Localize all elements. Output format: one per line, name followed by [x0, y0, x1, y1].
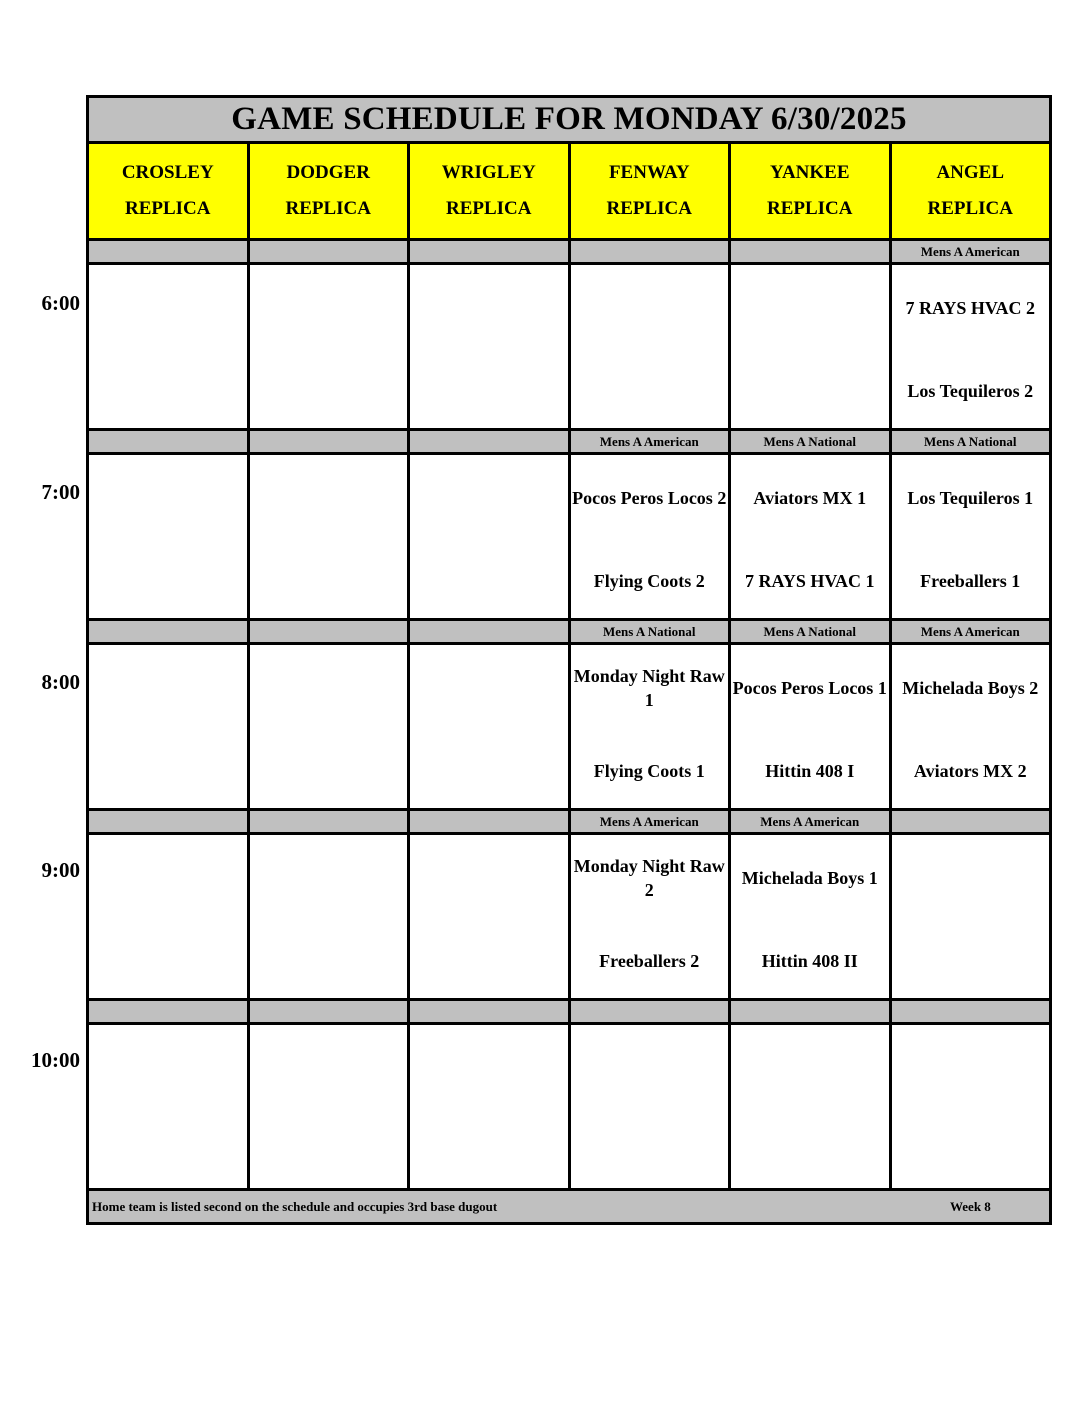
game-cell — [731, 455, 889, 618]
game-cell — [250, 455, 408, 618]
division-label — [410, 241, 568, 262]
division-row — [89, 808, 1049, 832]
game-cell — [892, 455, 1050, 618]
division-label — [571, 241, 729, 262]
field-header-fenway — [571, 144, 729, 238]
game-cell — [250, 1025, 408, 1188]
away-team — [410, 1043, 568, 1093]
away-team: Los Tequileros 1 — [907, 488, 1034, 508]
division-label — [731, 1001, 889, 1022]
home-team: Hittin 408 II — [761, 951, 858, 971]
home-team — [410, 567, 568, 595]
home-team: Hittin 408 I — [765, 761, 855, 781]
home-team — [571, 1137, 729, 1165]
game-cell — [89, 265, 247, 428]
game-cell — [89, 455, 247, 618]
game-cell — [250, 645, 408, 808]
time-label: 10:00 — [31, 1048, 80, 1072]
division-label — [410, 811, 568, 832]
home-team — [571, 377, 729, 405]
away-team — [731, 283, 889, 333]
away-team: Monday Night Raw 2 — [573, 856, 725, 900]
division-label: Mens A American — [892, 241, 1050, 262]
division-label — [571, 1001, 729, 1022]
division-label: Mens A National — [892, 431, 1050, 452]
division-label: Mens A American — [571, 431, 729, 452]
home-team — [410, 757, 568, 785]
away-team — [89, 1043, 247, 1093]
game-cell — [410, 265, 568, 428]
footer-note: Home team is listed second on the schedule and occupies 3rd base dugout — [92, 1199, 498, 1214]
home-team — [250, 567, 408, 595]
away-team: Monday Night Raw 1 — [573, 666, 725, 710]
division-label — [250, 431, 408, 452]
game-cell — [731, 1025, 889, 1188]
away-team — [571, 283, 729, 333]
division-label — [410, 431, 568, 452]
game-cell — [731, 645, 889, 808]
home-team — [89, 947, 247, 975]
game-cell — [571, 645, 729, 808]
game-cell — [571, 455, 729, 618]
game-row — [89, 262, 1049, 428]
game-cell — [892, 265, 1050, 428]
game-cell — [250, 265, 408, 428]
home-team — [731, 1137, 889, 1165]
home-team — [731, 377, 889, 405]
field-header-dodger — [250, 144, 408, 238]
division-label — [731, 241, 889, 262]
game-row — [89, 452, 1049, 618]
away-team: Michelada Boys 1 — [741, 868, 878, 888]
division-label — [250, 811, 408, 832]
away-team — [89, 853, 247, 903]
game-cell — [892, 1025, 1050, 1188]
away-team — [250, 663, 408, 713]
away-team — [89, 663, 247, 713]
away-team — [410, 283, 568, 333]
division-label: Mens A National — [731, 621, 889, 642]
away-team — [892, 853, 1050, 903]
division-row — [89, 428, 1049, 452]
division-label: Mens A American — [571, 811, 729, 832]
away-team — [89, 473, 247, 523]
division-row — [89, 618, 1049, 642]
game-cell — [89, 835, 247, 998]
away-team — [892, 1043, 1050, 1093]
home-team — [89, 757, 247, 785]
field-header-crosley — [89, 144, 247, 238]
schedule-table — [86, 95, 1052, 1225]
division-label — [892, 1001, 1050, 1022]
away-team: Pocos Peros Locos 2 — [572, 488, 727, 508]
home-team — [410, 947, 568, 975]
division-label — [89, 1001, 247, 1022]
field-header-row — [89, 144, 1049, 238]
away-team — [250, 1043, 408, 1093]
field-name: WRIGLEY — [441, 162, 536, 183]
away-team: Pocos Peros Locos 1 — [732, 678, 887, 698]
division-label: Mens A American — [892, 621, 1050, 642]
home-team — [250, 757, 408, 785]
field-subtitle: REPLICA — [766, 198, 853, 219]
field-subtitle: REPLICA — [606, 198, 692, 219]
field-header-angel — [892, 144, 1050, 238]
time-label: 9:00 — [41, 858, 80, 882]
field-subtitle: REPLICA — [927, 198, 1013, 219]
away-team — [89, 283, 247, 333]
away-team — [410, 663, 568, 713]
home-team — [892, 947, 1050, 975]
footer — [89, 1188, 1049, 1222]
division-label — [410, 1001, 568, 1022]
field-name: CROSLEY — [121, 162, 214, 183]
division-label — [410, 621, 568, 642]
division-label — [89, 621, 247, 642]
home-team — [892, 1137, 1050, 1165]
home-team: Los Tequileros 2 — [907, 381, 1034, 401]
time-label: 8:00 — [41, 670, 80, 694]
game-cell — [89, 645, 247, 808]
away-team — [571, 1043, 729, 1093]
home-team: Flying Coots 1 — [593, 761, 705, 781]
division-label — [89, 811, 247, 832]
home-team — [250, 1137, 408, 1165]
away-team: Michelada Boys 2 — [902, 678, 1039, 698]
division-label — [250, 241, 408, 262]
field-name: ANGEL — [936, 162, 1005, 183]
game-row — [89, 642, 1049, 808]
field-name: YANKEE — [769, 162, 850, 183]
game-cell — [410, 1025, 568, 1188]
game-cell — [892, 645, 1050, 808]
game-cell — [89, 1025, 247, 1188]
game-cell — [731, 265, 889, 428]
field-header-yankee — [731, 144, 889, 238]
away-team — [410, 473, 568, 523]
division-label — [89, 241, 247, 262]
home-team: 7 RAYS HVAC 1 — [744, 571, 875, 591]
field-subtitle: REPLICA — [285, 198, 371, 219]
game-cell — [410, 835, 568, 998]
home-team — [89, 1137, 247, 1165]
home-team: Freeballers 1 — [920, 571, 1021, 591]
home-team — [410, 1137, 568, 1165]
home-team — [250, 377, 408, 405]
game-cell — [731, 835, 889, 998]
game-cell — [571, 835, 729, 998]
home-team: Aviators MX 2 — [913, 761, 1027, 781]
home-team: Freeballers 2 — [599, 951, 700, 971]
division-label: Mens A American — [731, 811, 889, 832]
home-team — [250, 947, 408, 975]
field-name: DODGER — [286, 162, 370, 183]
division-row — [89, 238, 1049, 262]
away-team — [410, 853, 568, 903]
division-label: Mens A National — [571, 621, 729, 642]
division-label — [89, 431, 247, 452]
game-cell — [410, 645, 568, 808]
game-cell — [250, 835, 408, 998]
game-cell — [571, 1025, 729, 1188]
field-header-wrigley — [410, 144, 568, 238]
game-row — [89, 832, 1049, 998]
game-row — [89, 1022, 1049, 1188]
time-label: 6:00 — [41, 291, 80, 315]
field-subtitle: REPLICA — [124, 198, 211, 219]
division-label — [892, 811, 1050, 832]
game-cell — [892, 835, 1050, 998]
home-team — [89, 377, 247, 405]
away-team: 7 RAYS HVAC 2 — [905, 298, 1036, 318]
away-team: Aviators MX 1 — [753, 488, 867, 508]
away-team — [250, 283, 408, 333]
away-team — [250, 473, 408, 523]
game-cell — [571, 265, 729, 428]
time-slots — [89, 238, 1049, 1188]
field-name: FENWAY — [608, 162, 690, 183]
home-team — [410, 377, 568, 405]
game-cell — [410, 455, 568, 618]
week-label: Week 8 — [950, 1199, 991, 1214]
home-team: Flying Coots 2 — [593, 571, 705, 591]
time-label: 7:00 — [41, 480, 80, 504]
away-team — [250, 853, 408, 903]
division-label — [250, 1001, 408, 1022]
division-label — [250, 621, 408, 642]
division-label: Mens A National — [731, 431, 889, 452]
away-team — [731, 1043, 889, 1093]
home-team — [89, 567, 247, 595]
field-subtitle: REPLICA — [445, 198, 532, 219]
page-title: GAME SCHEDULE FOR MONDAY 6/30/2025 — [89, 98, 1049, 144]
division-row — [89, 998, 1049, 1022]
